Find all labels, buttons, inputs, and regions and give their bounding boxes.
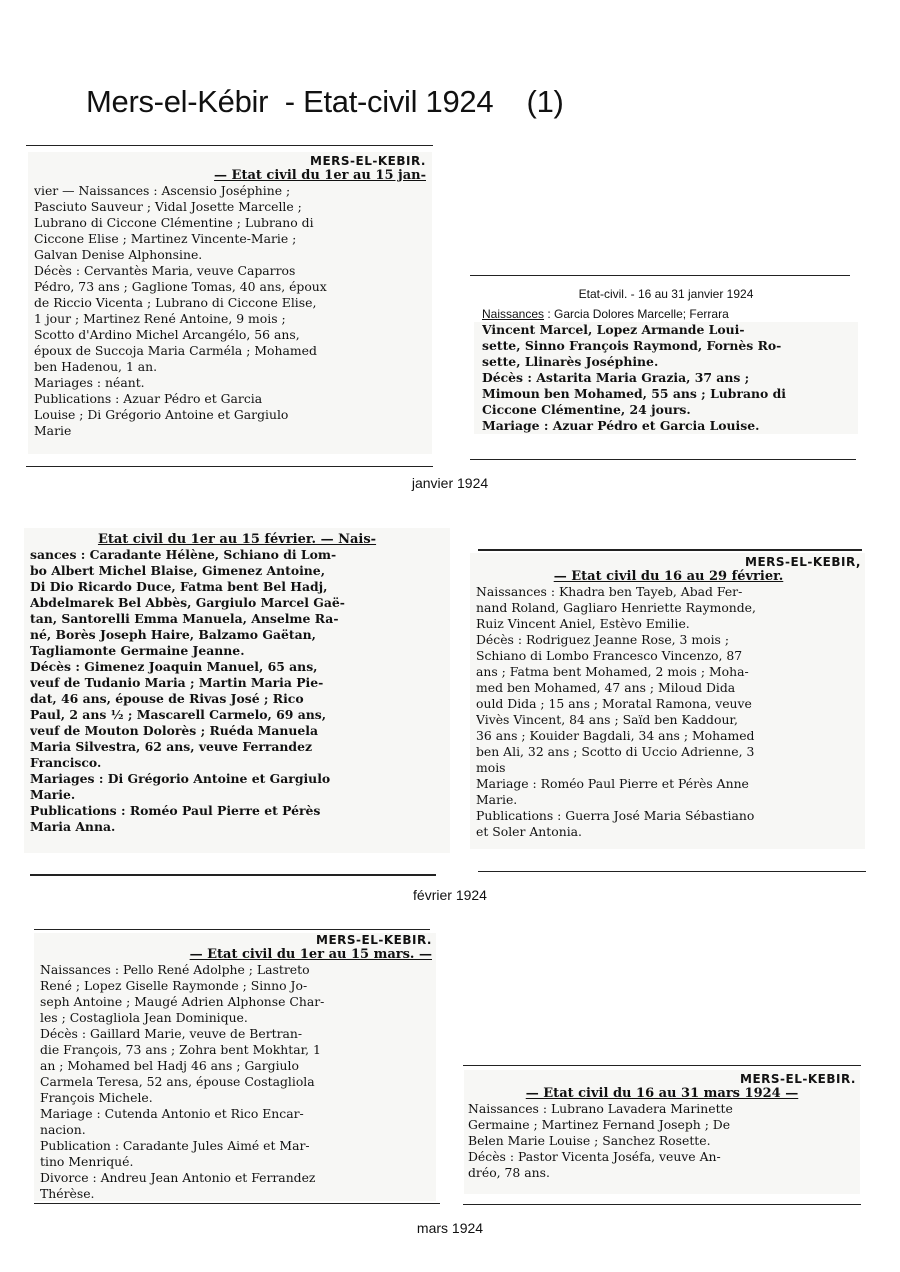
feb1-subhead: Etat civil du 1er au 15 février. — Nais-	[97, 532, 377, 547]
text-line: Pédro, 73 ans ; Gaglione Tomas, 40 ans, époux	[34, 279, 327, 294]
text-line: Scotto d'Ardino Michel Arcangélo, 56 ans,	[34, 327, 300, 342]
text-line: Mariage : Cutenda Antonio et Rico Encar-	[40, 1106, 304, 1121]
text-line: Galvan Denise Alphonsine.	[34, 247, 203, 262]
text-line: Marie.	[476, 792, 518, 807]
text-line: sette, Llinarès Joséphine.	[482, 354, 659, 369]
text-line: med ben Mohamed, 47 ans ; Miloud Dida	[476, 680, 736, 695]
text-line: Carmela Teresa, 52 ans, épouse Costagliola	[40, 1074, 315, 1089]
text-line: sances : Caradante Hélène, Schiano di Lom-	[30, 547, 337, 562]
jan2-births-rest: : Garcia Dolores Marcelle; Ferrara	[544, 307, 729, 321]
feb2-top-rule	[478, 549, 862, 551]
text-line: ans ; Fatma bent Mohamed, 2 mois ; Moha-	[476, 664, 749, 679]
text-line: époux de Succoja Maria Carméla ; Mohamed	[34, 343, 317, 358]
feb2-subhead: — Etat civil du 16 au 29 février.	[553, 569, 784, 584]
text-line: nacion.	[40, 1122, 86, 1137]
text-line: Naissances : Khadra ben Tayeb, Abad Fer-	[476, 584, 743, 599]
text-line: Louise ; Di Grégorio Antoine et Gargiulo	[34, 407, 289, 422]
mar1-top-rule	[34, 929, 430, 930]
text-line: Décès : Rodriguez Jeanne Rose, 3 mois ;	[476, 632, 730, 647]
text-line: Marie.	[30, 787, 76, 802]
text-line: René ; Lopez Giselle Raymonde ; Sinno Jo-	[40, 978, 308, 993]
text-line: Mimoun ben Mohamed, 55 ans ; Lubrano di	[482, 386, 786, 401]
text-line: Abdelmarek Bel Abbès, Gargiulo Marcel Gaë-	[30, 595, 345, 610]
text-line: sette, Sinno François Raymond, Fornès Ro-	[482, 338, 782, 353]
text-line: Mariages : néant.	[34, 375, 145, 390]
mar1-bottom-rule	[34, 1203, 440, 1204]
text-line: Naissances : Lubrano Lavadera Marinette	[468, 1101, 733, 1116]
text-line: ben Hadenou, 1 an.	[34, 359, 158, 374]
feb2-bottom-rule	[478, 871, 866, 872]
mar2-top-rule	[463, 1065, 861, 1066]
jan1-clipping	[28, 152, 432, 454]
text-line: dréo, 78 ans.	[468, 1165, 550, 1180]
feb2-clipping	[470, 553, 865, 849]
text-line: Publications : Guerra José Maria Sébastiano	[476, 808, 755, 823]
mar1-header: MERS-EL-KEBIR.	[316, 933, 432, 947]
text-line: né, Borès Joseph Haire, Balzamo Gaëtan,	[30, 627, 316, 642]
text-line: Lubrano di Ciccone Clémentine ; Lubrano di	[34, 215, 314, 230]
jan2-typed-title: Etat-civil. - 16 au 31 janvier 1924	[578, 287, 754, 301]
jan2-births-label: Naissances	[482, 307, 545, 321]
mar2-bottom-rule	[463, 1204, 861, 1205]
text-line: veuf de Mouton Dolorès ; Ruéda Manuela	[30, 723, 319, 738]
mar2-header: MERS-EL-KEBIR.	[740, 1072, 856, 1086]
text-line: ould Dida ; 15 ans ; Moratal Ramona, veuve	[476, 696, 752, 711]
feb2-header: MERS-EL-KEBIR,	[745, 555, 861, 569]
text-line: die François, 73 ans ; Zohra bent Mokhtar, 1	[40, 1042, 321, 1057]
text-line: vier — Naissances : Ascensio Joséphine ;	[34, 183, 291, 198]
jan2-top-rule	[470, 275, 850, 276]
jan1-text	[34, 183, 426, 439]
text-line: an ; Mohamed bel Hadj 46 ans ; Gargiulo	[40, 1058, 299, 1073]
text-line: Publication : Caradante Jules Aimé et Mar-	[40, 1138, 310, 1153]
text-line: Di Dio Ricardo Duce, Fatma bent Bel Hadj,	[30, 579, 328, 594]
text-line: Ruiz Vincent Aniel, Estèvo Emilie.	[476, 616, 690, 631]
jan1-top-rule	[26, 145, 433, 146]
text-line: Mariage : Roméo Paul Pierre et Pérès Anne	[476, 776, 749, 791]
feb1-text	[30, 547, 444, 835]
text-line: Germaine ; Martinez Fernand Joseph ; De	[468, 1117, 731, 1132]
jan1-bottom-rule	[26, 466, 433, 467]
text-line: Décès : Gimenez Joaquin Manuel, 65 ans,	[30, 659, 318, 674]
text-line: Schiano di Lombo Francesco Vincenzo, 87	[476, 648, 743, 663]
jan2-clipping	[474, 282, 858, 452]
text-line: Francisco.	[30, 755, 102, 770]
jan2-text	[474, 322, 858, 434]
text-line: Maria Anna.	[30, 819, 116, 834]
text-line: Belen Marie Louise ; Sanchez Rosette.	[468, 1133, 711, 1148]
text-line: Ciccone Clémentine, 24 jours.	[482, 402, 691, 417]
caption-january: janvier 1924	[411, 475, 489, 491]
jan1-header: MERS-EL-KEBIR.	[310, 154, 426, 168]
text-line: Thérèse.	[40, 1186, 95, 1201]
text-line: Marie	[34, 423, 72, 438]
text-line: bo Albert Michel Blaise, Gimenez Antoine,	[30, 563, 326, 578]
text-line: ben Ali, 32 ans ; Scotto di Uccio Adrienne, 3	[476, 744, 755, 759]
text-line: Décès : Cervantès Maria, veuve Caparros	[34, 263, 296, 278]
text-line: les ; Costagliola Jean Dominique.	[40, 1010, 248, 1025]
jan2-typed-births	[474, 306, 858, 322]
mar2-clipping	[464, 1070, 860, 1194]
text-line: Pasciuto Sauveur ; Vidal Josette Marcelle ;	[34, 199, 302, 214]
text-line: Publications : Roméo Paul Pierre et Pérès	[30, 803, 321, 818]
text-line: Paul, 2 ans ½ ; Mascarell Carmelo, 69 ans,	[30, 707, 327, 722]
caption-march: mars 1924	[416, 1220, 484, 1236]
text-line: nand Roland, Gagliaro Henriette Raymonde,	[476, 600, 756, 615]
text-line: tan, Santorelli Emma Manuela, Anselme Ra-	[30, 611, 339, 626]
text-line: de Riccio Vicenta ; Lubrano di Ciccone Elise,	[34, 295, 317, 310]
text-line: Publications : Azuar Pédro et Garcia	[34, 391, 263, 406]
feb1-clipping	[24, 528, 450, 853]
jan2-bottom-rule	[470, 459, 856, 460]
text-line: mois	[476, 760, 506, 775]
text-line: veuf de Tudanio Maria ; Martin Maria Pie-	[30, 675, 324, 690]
text-line: Mariage : Azuar Pédro et Garcia Louise.	[482, 418, 760, 433]
text-line: Mariages : Di Grégorio Antoine et Gargiulo	[30, 771, 331, 786]
text-line: Décès : Gaillard Marie, veuve de Bertran-	[40, 1026, 303, 1041]
text-line: dat, 46 ans, épouse de Rivas José ; Rico	[30, 691, 304, 706]
text-line: François Michele.	[40, 1090, 153, 1105]
text-line: Tagliamonte Germaine Jeanne.	[30, 643, 245, 658]
mar2-text	[468, 1101, 856, 1181]
text-line: et Soler Antonia.	[476, 824, 582, 839]
feb1-bottom-rule	[30, 874, 436, 876]
jan1-subhead: — Etat civil du 1er au 15 jan-	[214, 168, 426, 183]
mar1-clipping	[34, 933, 436, 1201]
text-line: Vivès Vincent, 84 ans ; Saïd ben Kaddour,	[476, 712, 738, 727]
text-line: Maria Silvestra, 62 ans, veuve Ferrandez	[30, 739, 313, 754]
mar1-text	[40, 962, 432, 1202]
text-line: 1 jour ; Martinez René Antoine, 9 mois ;	[34, 311, 286, 326]
text-line: Décès : Pastor Vicenta Joséfa, veuve An-	[468, 1149, 721, 1164]
mar1-subhead: — Etat civil du 1er au 15 mars. —	[189, 947, 432, 962]
text-line: seph Antoine ; Maugé Adrien Alphonse Char-	[40, 994, 325, 1009]
text-line: Naissances : Pello René Adolphe ; Lastreto	[40, 962, 310, 977]
feb2-text	[476, 584, 861, 840]
text-line: Vincent Marcel, Lopez Armande Loui-	[482, 322, 745, 337]
text-line: Ciccone Elise ; Martinez Vincente-Marie ;	[34, 231, 297, 246]
page-title: Mers-el-Kébir - Etat-civil 1924 (1)	[86, 84, 564, 119]
text-line: 36 ans ; Kouider Bagdali, 34 ans ; Mohamed	[476, 728, 755, 743]
text-line: tino Menriqué.	[40, 1154, 134, 1169]
text-line: Décès : Astarita Maria Grazia, 37 ans ;	[482, 370, 750, 385]
text-line: Divorce : Andreu Jean Antonio et Ferrandez	[40, 1170, 316, 1185]
caption-february: février 1924	[413, 887, 487, 903]
mar2-subhead: — Etat civil du 16 au 31 mars 1924 —	[525, 1086, 799, 1101]
